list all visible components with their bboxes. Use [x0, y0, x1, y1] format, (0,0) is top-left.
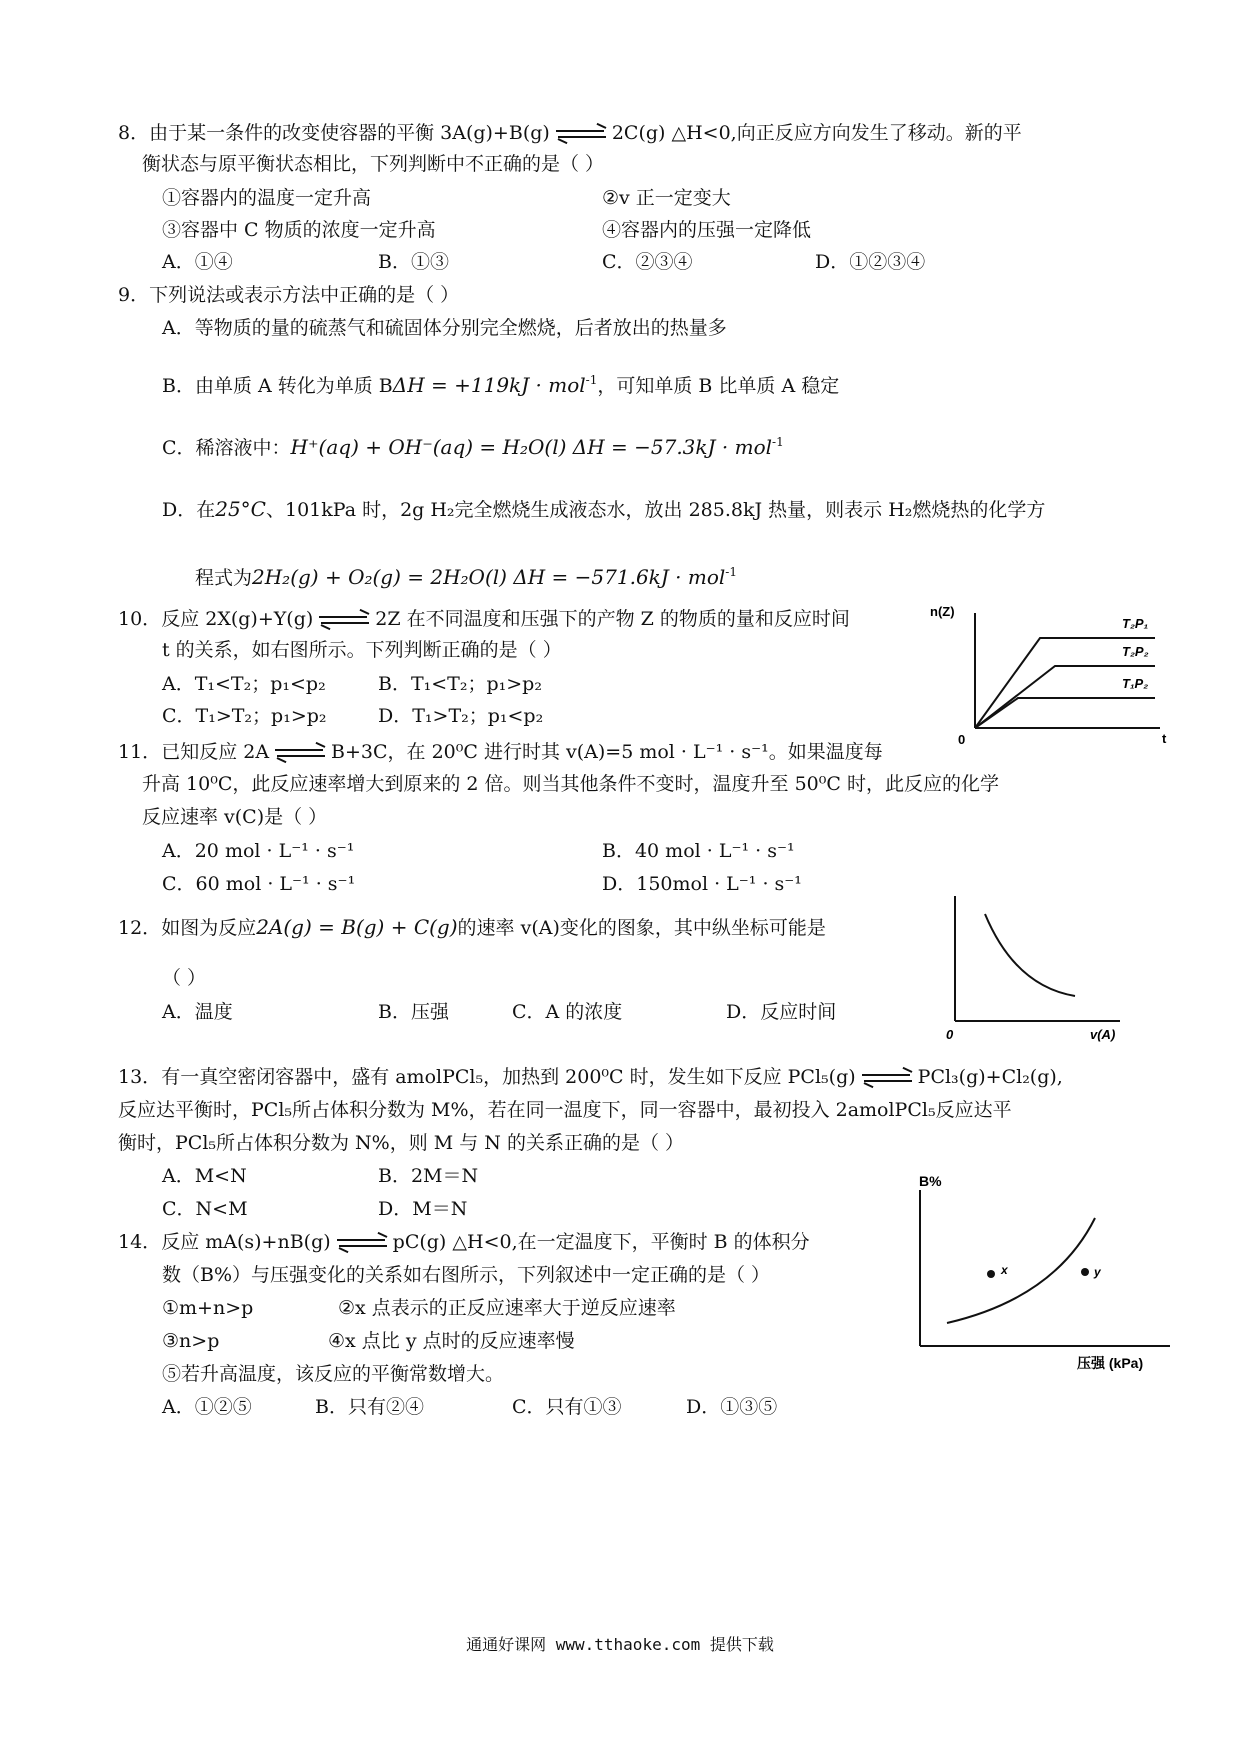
question-11-option-b: B．40 mol · L⁻¹ · s⁻¹ — [602, 840, 795, 862]
decay-curve — [985, 914, 1075, 996]
curve-t1p2 — [975, 698, 1155, 728]
question-number: 11． — [118, 741, 162, 763]
question-11-stem — [118, 740, 883, 764]
question-13-option-a: A．M<N — [162, 1165, 247, 1187]
option-math: 2H₂(g) + O₂(g) = 2H₂O(l) ΔH = −571.6kJ · mol — [252, 565, 726, 589]
point-y-marker — [1081, 1268, 1089, 1276]
question-8-option-a: A．①④ — [162, 251, 233, 273]
question-13-stem — [118, 1065, 1063, 1089]
question-8-stem-line2: 衡状态与原平衡状态相比，下列判断中不正确的是（ ） — [142, 153, 605, 175]
option-math: 25°C — [215, 497, 266, 521]
question-14-figure — [905, 1173, 1175, 1383]
curve-label: T₂P₂ — [1122, 644, 1149, 659]
question-8-option-c: C．②③④ — [602, 251, 693, 273]
y-axis-label: n(Z) — [930, 604, 955, 619]
question-13-option-b: B．2M＝N — [378, 1165, 479, 1187]
y-axis-label: B% — [919, 1173, 942, 1189]
question-13-stem-line2: 反应达平衡时，PCl₅所占体积分数为 M%，若在同一温度下，同一容器中，最初投入 2amolPCl₅反应达平 — [118, 1099, 1012, 1121]
equilibrium-arrow-icon — [271, 746, 329, 760]
question-text: PCl₃(g)+Cl₂(g), — [917, 1066, 1063, 1088]
option-text: 、101kPa 时，2g H₂完全燃烧生成液态水，放出 285.8kJ 热量，则表示 H₂燃烧热的化学方 — [266, 499, 1046, 521]
question-10-stem — [118, 607, 850, 631]
question-text: 由于某一条件的改变使容器的平衡 3A(g)+B(g) — [149, 122, 550, 144]
option-text: C．稀溶液中： — [162, 437, 291, 459]
question-9-option-d-equation — [195, 560, 737, 590]
question-10-figure — [930, 598, 1170, 763]
question-11-option-a: A．20 mol · L⁻¹ · s⁻¹ — [162, 840, 355, 862]
question-text: 的速率 v(A)变化的图象，其中纵坐标可能是 — [457, 917, 826, 939]
question-12-stem — [118, 915, 826, 940]
question-text: 2C(g) △H<0,向正反应方向发生了移动。新的平 — [611, 122, 1022, 144]
origin-label: 0 — [946, 1027, 954, 1042]
question-14-option-c: C．只有①③ — [512, 1396, 622, 1418]
option-text: B．由单质 A 转化为单质 B — [162, 375, 393, 397]
question-14-statement-1: ①m+n>p — [162, 1297, 254, 1319]
equilibrium-arrow-icon — [858, 1071, 916, 1085]
question-8-statement-4: ④容器内的压强一定降低 — [602, 219, 812, 241]
question-14-statement-4: ④x 点比 y 点时的反应速率慢 — [328, 1330, 575, 1352]
point-x-label: x — [1001, 1263, 1008, 1277]
question-9-option-a: A．等物质的量的硫蒸气和硫固体分别完全燃烧，后者放出的热量多 — [162, 317, 727, 339]
question-14-option-a: A．①②⑤ — [162, 1396, 252, 1418]
question-math: 2A(g) = B(g) + C(g) — [256, 915, 458, 939]
question-14-statement-5: ⑤若升高温度，该反应的平衡常数增大。 — [162, 1363, 505, 1385]
question-11-stem-line3: 反应速率 v(C)是（ ） — [142, 806, 328, 828]
b-percent-curve — [947, 1218, 1095, 1323]
question-8-option-b: B．①③ — [378, 251, 449, 273]
option-math: ΔH = +119kJ · mol — [392, 373, 586, 397]
curve-label: T₂P₁ — [1122, 616, 1149, 631]
question-12-paren: （ ） — [162, 967, 207, 989]
option-text: ，可知单质 B 比单质 A 稳定 — [597, 375, 840, 397]
question-14-stem-line2: 数（B%）与压强变化的关系如右图所示，下列叙述中一定正确的是（ ） — [162, 1264, 771, 1286]
question-12-option-d: D．反应时间 — [726, 1001, 837, 1023]
question-text: pC(g) △H<0,在一定温度下，平衡时 B 的体积分 — [392, 1231, 810, 1253]
question-8-statement-2: ②v 正一定变大 — [602, 187, 731, 209]
question-8-statement-1: ①容器内的温度一定升高 — [162, 187, 372, 209]
question-text: 如图为反应 — [161, 917, 257, 939]
question-9-option-d — [162, 497, 1045, 522]
question-text: B+3C，在 20⁰C 进行时其 v(A)=5 mol · L⁻¹ · s⁻¹。如果温度每 — [331, 741, 883, 763]
option-text: 程式为 — [195, 567, 253, 589]
question-8-statement-3: ③容器中 C 物质的浓度一定升高 — [162, 219, 436, 241]
question-text: 下列说法或表示方法中正确的是（ ） — [149, 284, 460, 306]
question-text: 有一真空密闭容器中，盛有 amolPCl₅，加热到 200⁰C 时，发生如下反应 PCl₅(g) — [161, 1066, 856, 1088]
question-13-option-d: D．M＝N — [378, 1198, 468, 1220]
question-number: 8． — [118, 122, 150, 144]
question-number: 10． — [118, 608, 162, 630]
question-8-stem — [118, 121, 1022, 145]
question-10-option-a: A．T₁<T₂；p₁<p₂ — [162, 673, 326, 695]
question-14-statement-2: ②x 点表示的正反应速率大于逆反应速率 — [338, 1297, 676, 1319]
question-11-option-d: D．150mol · L⁻¹ · s⁻¹ — [602, 873, 802, 895]
equilibrium-arrow-icon — [552, 127, 610, 141]
origin-label: 0 — [958, 732, 966, 747]
x-axis-label: t — [1162, 731, 1167, 746]
question-13-stem-line3: 衡时，PCl₅所占体积分数为 N%，则 M 与 N 的关系正确的是（ ） — [118, 1132, 685, 1154]
equilibrium-arrow-icon — [333, 1236, 391, 1250]
point-y-label: y — [1094, 1265, 1101, 1279]
curve-label: T₁P₂ — [1122, 676, 1149, 691]
question-10-option-d: D．T₁>T₂；p₁<p₂ — [378, 705, 544, 727]
question-text: 反应 mA(s)+nB(g) — [161, 1231, 331, 1253]
question-number: 12． — [118, 917, 162, 939]
option-math: -1 — [585, 373, 598, 387]
question-14-option-b: B．只有②④ — [315, 1396, 424, 1418]
question-9-option-c — [162, 430, 784, 460]
question-text: 已知反应 2A — [161, 741, 270, 763]
question-9-stem — [118, 283, 459, 307]
question-14-statement-3: ③n>p — [162, 1330, 220, 1352]
point-x-marker — [987, 1270, 995, 1278]
question-13-option-c: C．N<M — [162, 1198, 248, 1220]
question-12-option-b: B．压强 — [378, 1001, 449, 1023]
question-11-option-c: C．60 mol · L⁻¹ · s⁻¹ — [162, 873, 356, 895]
question-11-stem-line2: 升高 10⁰C，此反应速率增大到原来的 2 倍。则当其他条件不变时，温度升至 50⁰C 时，此反应的化学 — [142, 773, 999, 795]
equilibrium-arrow-icon — [315, 613, 373, 627]
option-math: -1 — [772, 435, 784, 449]
question-9-option-b — [162, 368, 839, 398]
option-text: D．在 — [162, 499, 216, 521]
question-number: 13． — [118, 1066, 162, 1088]
question-10-option-b: B．T₁<T₂；p₁>p₂ — [378, 673, 542, 695]
question-12-option-a: A．温度 — [162, 1001, 233, 1023]
question-text: 2Z 在不同温度和压强下的产物 Z 的物质的量和反应时间 — [375, 608, 850, 630]
x-axis-label: 压强 (kPa) — [1077, 1355, 1144, 1371]
question-12-figure — [940, 896, 1140, 1051]
question-number: 14． — [118, 1231, 162, 1253]
question-14-option-d: D．①③⑤ — [686, 1396, 778, 1418]
question-10-stem-line2: t 的关系，如右图所示。下列判断正确的是（ ） — [162, 639, 562, 661]
question-12-option-c: C．A 的浓度 — [512, 1001, 623, 1023]
question-number: 9． — [118, 284, 150, 306]
page-footer: 通通好课网 www.tthaoke.com 提供下载 — [466, 1635, 774, 1654]
option-math: H⁺(aq) + OH⁻(aq) = H₂O(l) ΔH = −57.3kJ · mol — [290, 435, 773, 459]
question-14-stem — [118, 1230, 810, 1254]
option-math: -1 — [725, 565, 737, 579]
question-text: 反应 2X(g)+Y(g) — [161, 608, 314, 630]
x-axis-label: v(A) — [1090, 1027, 1116, 1042]
question-8-option-d: D．①②③④ — [815, 251, 926, 273]
question-10-option-c: C．T₁>T₂；p₁>p₂ — [162, 705, 327, 727]
